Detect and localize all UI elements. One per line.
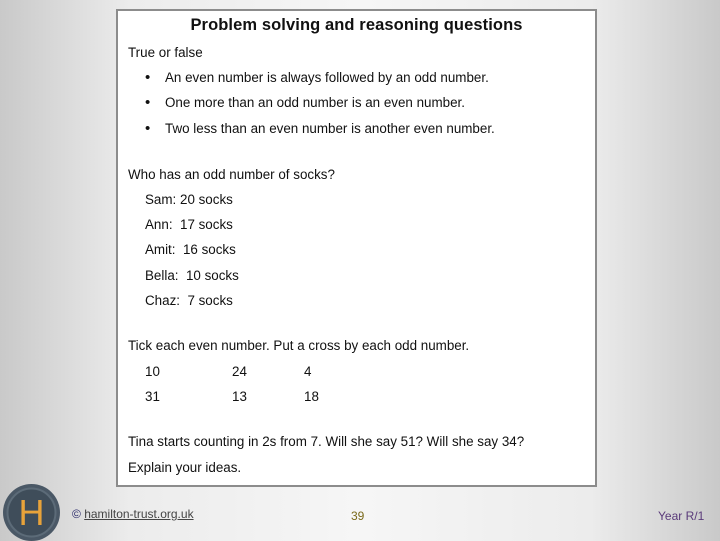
hamilton-trust-link[interactable]: hamilton-trust.org.uk bbox=[84, 507, 194, 521]
explain-prompt: Explain your ideas. bbox=[128, 460, 242, 475]
hamilton-logo bbox=[3, 484, 60, 541]
bullet-icon: • bbox=[145, 120, 151, 137]
tick-instruction: Tick each even number. Put a cross by each odd number. bbox=[128, 338, 470, 353]
number-cell: 31 bbox=[145, 389, 160, 404]
true-false-heading: True or false bbox=[128, 45, 203, 60]
socks-question: Who has an odd number of socks? bbox=[128, 167, 335, 182]
h-logo-icon bbox=[3, 484, 60, 541]
page-number: 39 bbox=[351, 509, 365, 523]
sock-row-amit: Amit: 16 socks bbox=[145, 242, 236, 257]
year-label: Year R/1 bbox=[658, 509, 705, 523]
worksheet-card: Problem solving and reasoning questions True or false • An even number is always followed by an odd number. • One more than an odd number is an even number. • Two less than an even number is another even number. Who has an odd number of socks? Sam: 20 socks Ann: 17 socks Amit: 16 socks Bella: 10 socks Chaz: 7 socks Tick each even number. Put a cross by each odd number. 10 24 4 31 13 18 Tina starts counting in 2s from 7. Will she say 51? Will she say 34? Explain your ideas. bbox=[116, 9, 597, 487]
bullet-icon: • bbox=[145, 94, 151, 111]
svg-text:H: H bbox=[18, 492, 45, 533]
number-cell: 13 bbox=[232, 389, 247, 404]
copyright-symbol: © bbox=[72, 507, 81, 521]
page-title: Problem solving and reasoning questions bbox=[190, 16, 523, 34]
sock-row-ann: Ann: 17 socks bbox=[145, 217, 233, 232]
sock-row-bella: Bella: 10 socks bbox=[145, 268, 239, 283]
sock-row-chaz: Chaz: 7 socks bbox=[145, 293, 233, 308]
number-cell: 4 bbox=[304, 364, 312, 379]
number-cell: 18 bbox=[304, 389, 319, 404]
bullet-icon: • bbox=[145, 69, 151, 86]
tina-question: Tina starts counting in 2s from 7. Will she say 51? Will she say 34? bbox=[128, 434, 525, 449]
number-cell: 10 bbox=[145, 364, 160, 379]
sock-row-sam: Sam: 20 socks bbox=[145, 192, 233, 207]
footer-link[interactable] bbox=[72, 507, 194, 521]
number-cell: 24 bbox=[232, 364, 247, 379]
